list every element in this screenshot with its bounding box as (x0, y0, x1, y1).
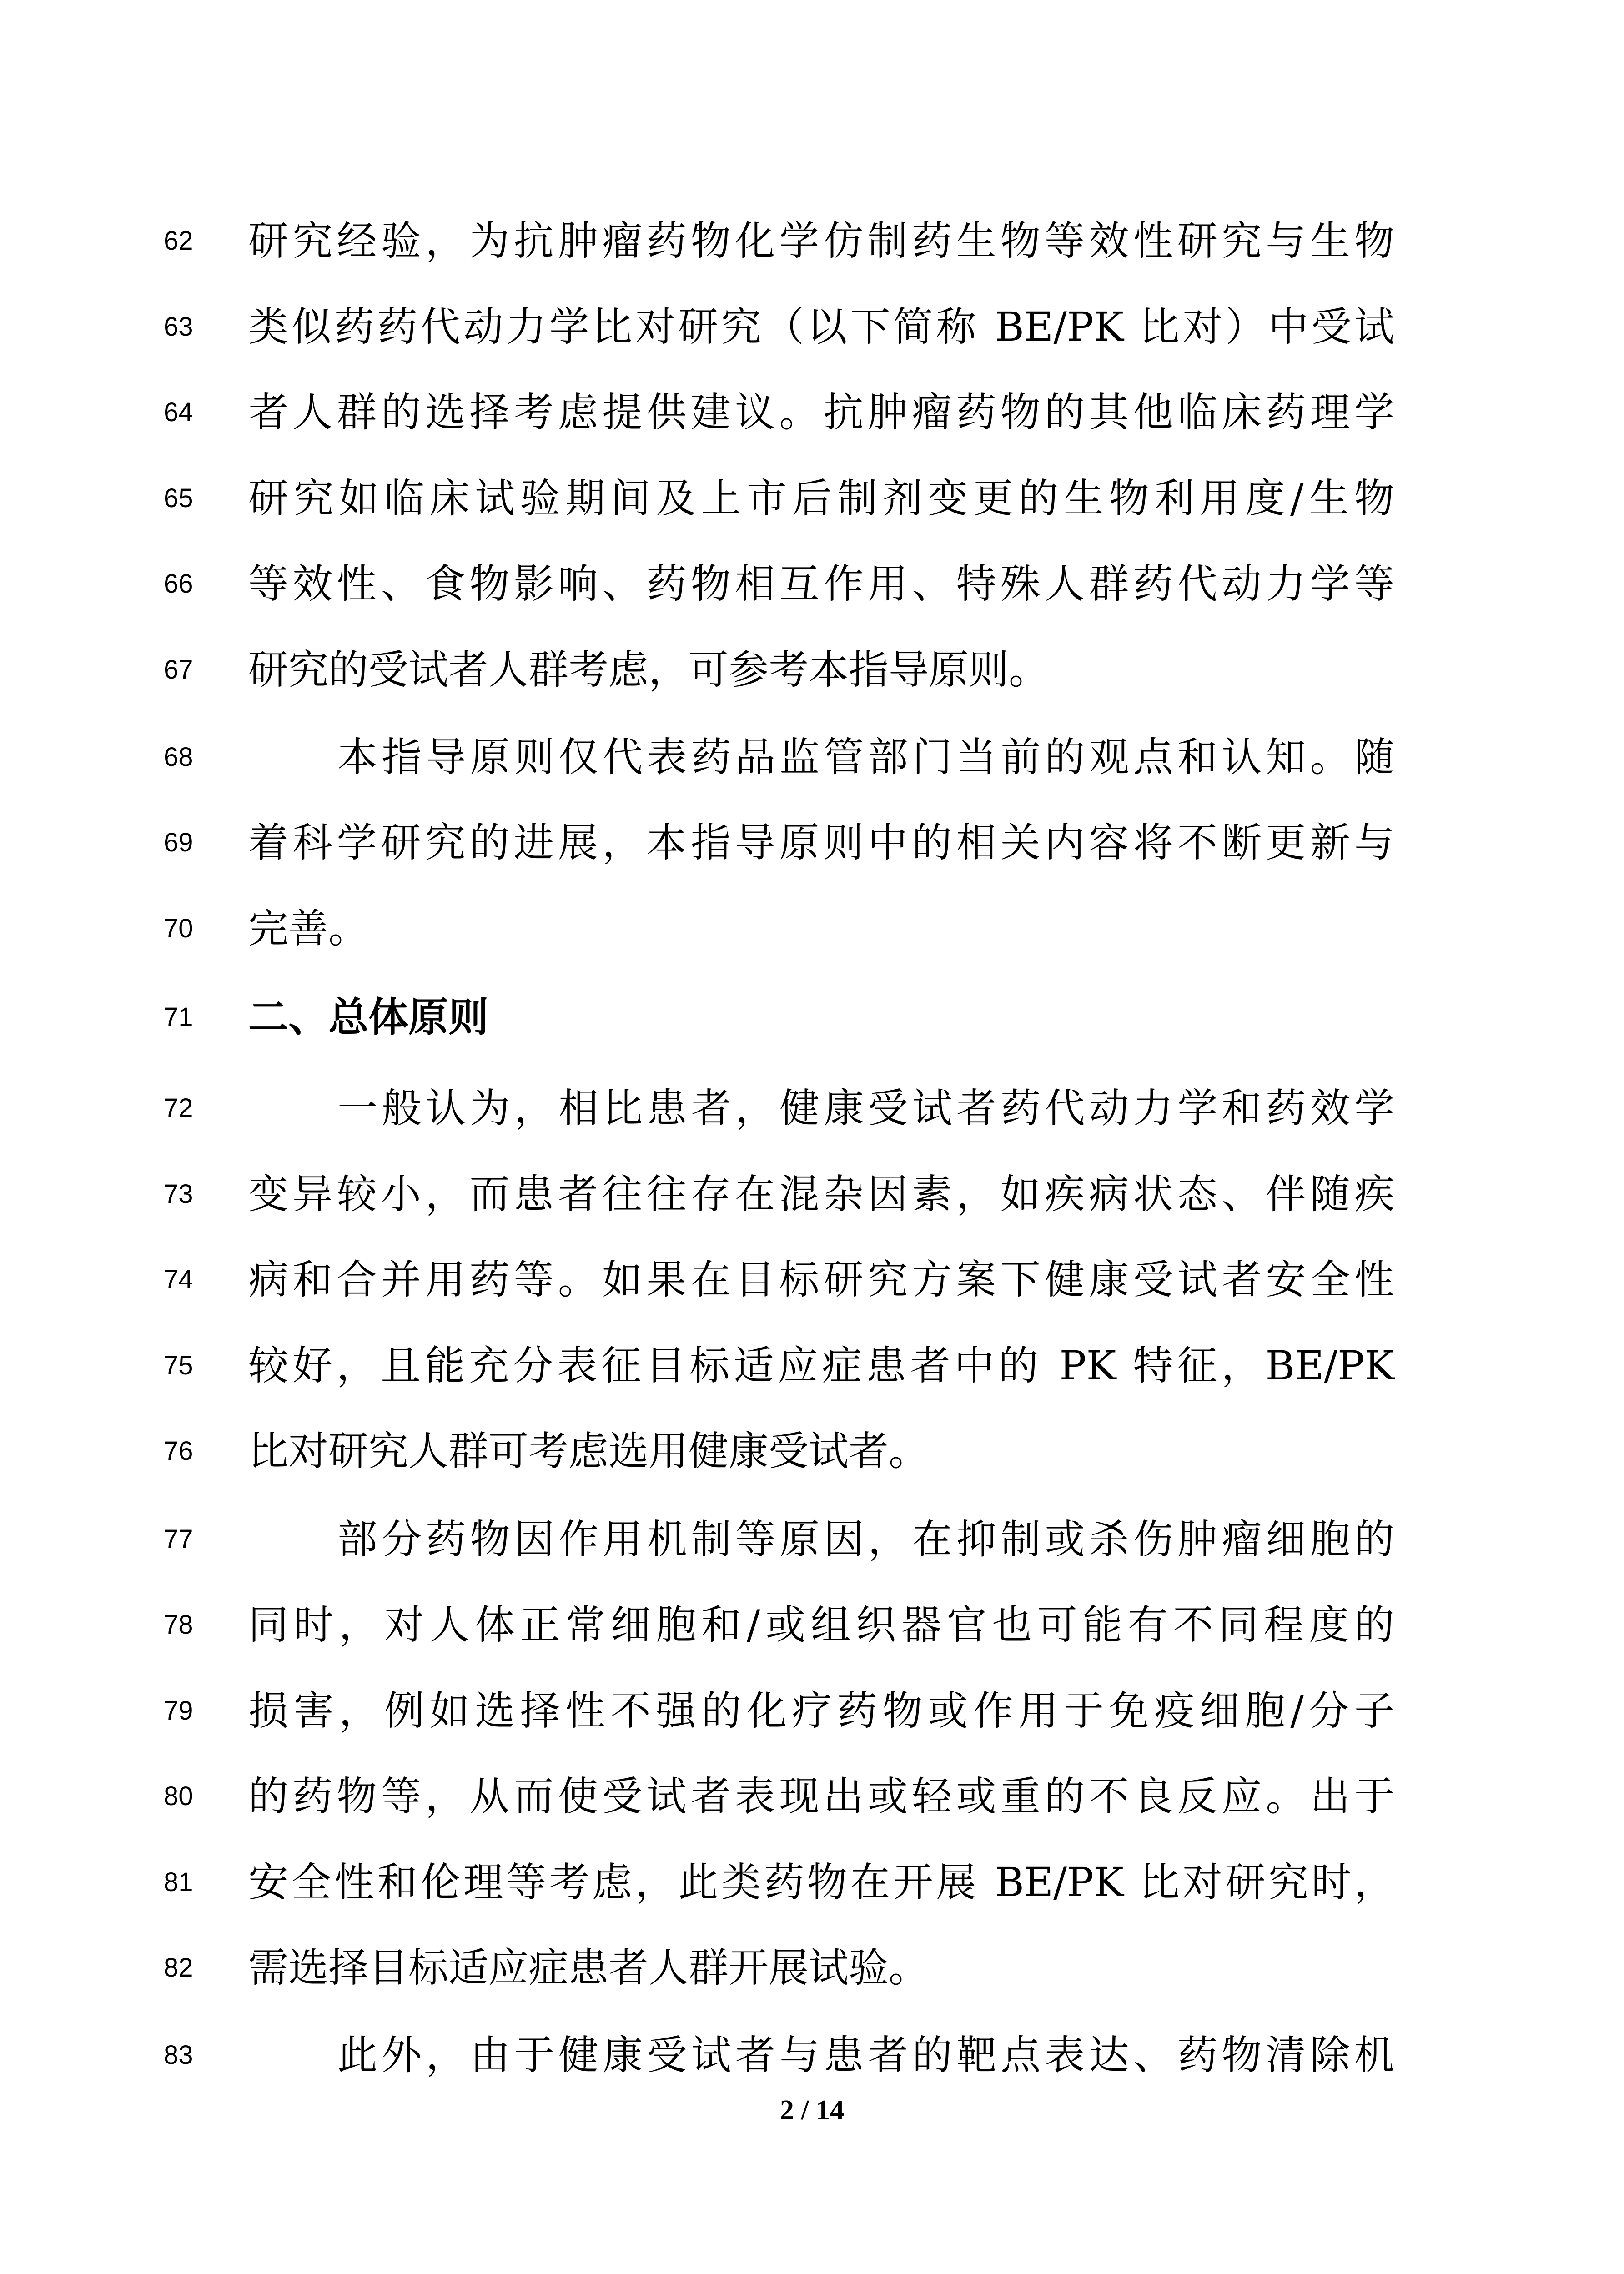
line-number: 69 (164, 828, 193, 857)
line-text: 本指导原则仅代表药品监管部门当前的观点和认知。随 (337, 734, 1394, 780)
line-text: 研究经验，为抗肿瘤药物化学仿制药生物等效性研究与生物 (248, 217, 1394, 264)
line-text: 者人群的选择考虑提供建议。抗肿瘤药物的其他临床药理学 (248, 389, 1394, 436)
text-line (0, 895, 1624, 963)
text-line (0, 1934, 1624, 2002)
text-line (0, 2021, 1624, 2089)
line-text: 同时，对人体正常细胞和/或组织器官也可能有不同程度的 (248, 1601, 1394, 1648)
line-text: 较好，且能充分表征目标适应症患者中的 PK 特征，BE/PK (248, 1342, 1394, 1389)
text-line (0, 723, 1624, 791)
line-number: 75 (164, 1351, 193, 1380)
line-text: 损害，例如选择性不强的化疗药物或作用于免疫细胞/分子 (248, 1687, 1394, 1734)
line-text: 安全性和伦理等考虑，此类药物在开展 BE/PK 比对研究时， (248, 1859, 1394, 1906)
text-line (0, 1591, 1624, 1659)
line-text: 比对研究人群可考虑选用健康受试者。 (248, 1428, 929, 1474)
page-number-footer: 2 / 14 (779, 2095, 845, 2126)
line-number: 80 (164, 1781, 193, 1811)
text-line (0, 1505, 1624, 1574)
line-number: 63 (164, 312, 193, 342)
line-number: 66 (164, 569, 193, 599)
line-text: 此外，由于健康受试者与患者的靶点表达、药物清除机 (337, 2032, 1394, 2078)
line-number: 76 (164, 1436, 193, 1466)
line-text: 完善。 (248, 905, 369, 952)
line-number: 64 (164, 397, 193, 427)
line-number: 68 (164, 742, 193, 772)
text-line (0, 550, 1624, 618)
line-number: 83 (164, 2040, 193, 2070)
text-line (0, 636, 1624, 704)
line-number: 70 (164, 914, 193, 943)
text-line (0, 293, 1624, 361)
line-number: 71 (164, 1002, 193, 1032)
text-line (0, 1332, 1624, 1400)
line-text: 等效性、食物影响、药物相互作用、特殊人群药代动力学等 (248, 560, 1394, 607)
line-text: 着科学研究的进展，本指导原则中的相关内容将不断更新与 (248, 819, 1394, 866)
line-number: 79 (164, 1696, 193, 1726)
text-line (0, 1160, 1624, 1228)
line-number: 74 (164, 1265, 193, 1294)
section-heading-line (0, 983, 1624, 1051)
line-number: 77 (164, 1524, 193, 1554)
text-line (0, 378, 1624, 447)
line-number: 81 (164, 1867, 193, 1897)
text-line (0, 1246, 1624, 1314)
text-line (0, 464, 1624, 533)
line-text: 一般认为，相比患者，健康受试者药代动力学和药效学 (337, 1085, 1394, 1132)
line-text: 的药物等，从而使受试者表现出或轻或重的不良反应。出于 (248, 1773, 1394, 1820)
line-number: 67 (164, 655, 193, 684)
line-text: 病和合并用药等。如果在目标研究方案下健康受试者安全性 (248, 1256, 1394, 1303)
line-number: 82 (164, 1953, 193, 1982)
line-text: 研究的受试者人群考虑，可参考本指导原则。 (248, 646, 1049, 693)
text-line (0, 1074, 1624, 1142)
line-number: 73 (164, 1179, 193, 1209)
text-line (0, 809, 1624, 877)
text-line (0, 207, 1624, 275)
line-text: 部分药物因作用机制等原因，在抑制或杀伤肿瘤细胞的 (337, 1516, 1394, 1563)
text-line (0, 1848, 1624, 1917)
line-number: 65 (164, 483, 193, 513)
text-line (0, 1762, 1624, 1831)
line-number: 78 (164, 1610, 193, 1640)
line-number: 72 (164, 1093, 193, 1123)
line-number: 62 (164, 226, 193, 256)
line-text: 需选择目标适应症患者人群开展试验。 (248, 1944, 929, 1991)
section-heading: 二、总体原则 (248, 994, 489, 1041)
text-line (0, 1677, 1624, 1745)
text-line (0, 1417, 1624, 1485)
line-text: 变异较小，而患者往往存在混杂因素，如疾病状态、伴随疾 (248, 1171, 1394, 1217)
line-text: 研究如临床试验期间及上市后制剂变更的生物利用度/生物 (248, 475, 1394, 522)
line-text: 类似药药代动力学比对研究（以下简称 BE/PK 比对）中受试 (248, 303, 1394, 350)
